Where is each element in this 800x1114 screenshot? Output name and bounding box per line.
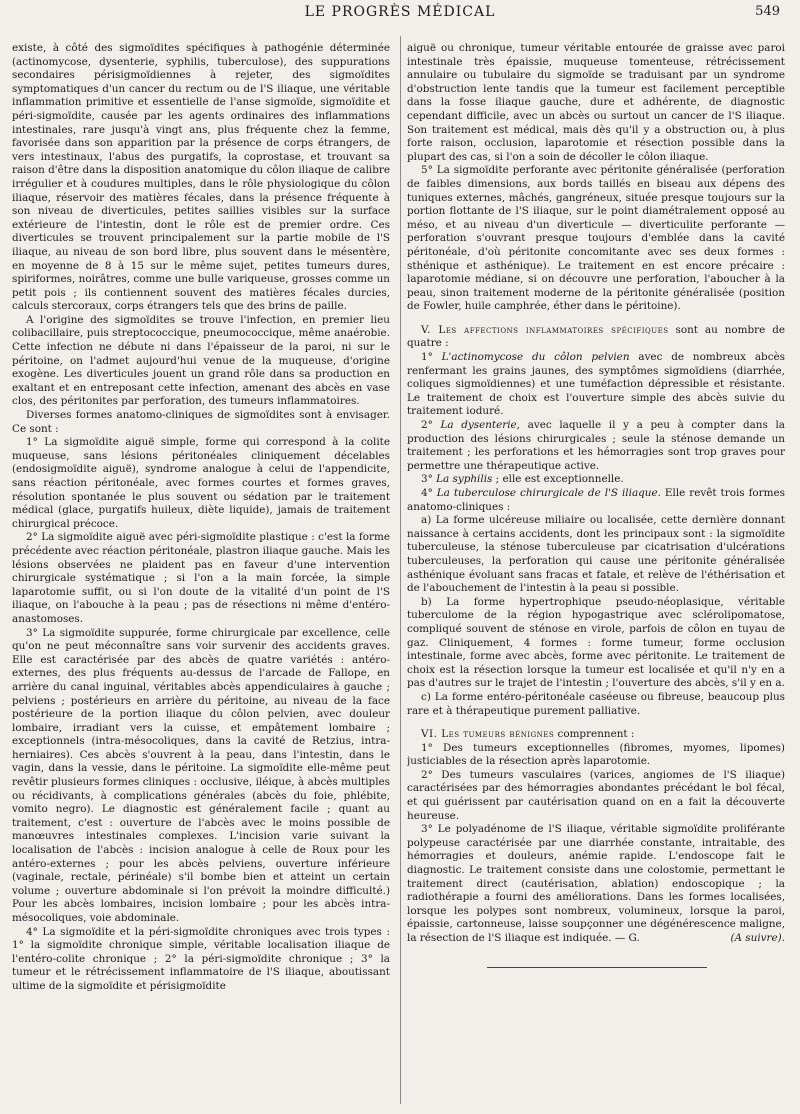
item-number: 3°	[421, 473, 437, 486]
item-text: Elle revêt trois formes anatomo-cliniques :	[407, 487, 785, 513]
item-title: L'actinomycose du côlon pelvien	[441, 351, 630, 364]
paragraph: existe, à côté des sigmoïdites spécifiques à pathogénie déterminée (actinomycose, dysenterie, syphilis, tuberculose), des suppurations secondaires périsigmoïdiennes à rejeter, des sigmoïdites symptomatiques d'un cancer du rectum ou de l'S iliaque, une véritable inflammation primitive et essentielle de l'anse sigmoïde, sigmoïdite et péri-sigmoïdite, causée par les agents ordinaires des inflammations intestinales, rare jusqu'à vingt ans, plus fréquente chez la femme, favorisée dans son apparition par la présence de corps étrangers, de vers intestinaux, l'abus des purgatifs, la coprostase, et trouvant sa raison d'être dans la disposition anatomique du côlon iliaque de calibre irrégulier et à coudures multiples, dans le rôle physiologique du côlon iliaque, réservoir des matières fécales, dans la présence fréquente à son niveau de diverticules, petites saillies visibles sur la surface extérieure de l'intestin, dont le rôle est de premier ordre. Ces diverticules se trouvent principalement sur la partie mobile de l'S iliaque, au niveau de son bord libre, plus souvent dans le mésentère, en moyenne de 8 à 15 sur le même sujet, petites tumeurs dures, spiriformes, noirâtres, comme une bulle variqueuse, grosses comme un petit pois ; ils contiennent souvent des matières fécales durcies, calculs stercoraux, corps étrangers tels que des brins de paille.	[12, 42, 390, 313]
paragraph	[407, 351, 785, 419]
item-title: La tuberculose chirurgicale de l'S iliaque.	[436, 487, 661, 499]
paragraph: c) La forme entéro-péritonéale caséeuse ou fibreuse, beaucoup plus rare et à thérapeutique purement palliative.	[407, 690, 785, 717]
section-title: V. Les affections inflammatoires spécifiques	[421, 323, 669, 336]
item-text: avec de nombreux abcès renfermant les grains jaunes, des symptômes sigmoïdiens (diarrhée, coliques sigmoïdiennes) et une tuméfaction dépressible et résistante. Le traitement de choix est l'ouverture simple des abcès suivie du traitement ioduré.	[407, 351, 785, 418]
paragraph	[407, 419, 785, 473]
paragraph: 3° La sigmoïdite suppurée, forme chirurgicale par excellence, celle qu'on ne peut méconnaître sans voir survenir des accidents graves. Elle est caractérisée par des abcès de quatre variétés : antéro-externes, des plus fréquents au-dessus de l'arcade de Fallope, en arrière du canal inguinal, véritables abcès appendiculaires à gauche ; pelviens ; postérieurs en arrière du péritoine, au niveau de la face postérieure de la portion iliaque du côlon pelvien, avec douleur lombaire, irradiant vers la cuisse, et empâtement lombaire ; exceptionnels (intra-mésocoliques, dans la cavité de Retzius, intra-herniaires). Ces abcès s'ouvrent à la peau, dans l'intestin, dans le vagin, dans la vessie, dans le péritoine. La sigmoïdite elle-même peut revêtir plusieurs formes cliniques : occlusive, iléique, à abcès multiples ou récidivants, à complications générales (abcès du foie, phlébite, vomito negro). Le diagnostic est généralement facile ; quant au traitement, c'est : ouverture de l'abcès avec le moins possible de manœuvres intestinales complexes. L'incision varie suivant la localisation de l'abcès : incision analogue à celle de Roux pour les antéro-externes ; pour les abcès pelviens, ouverture inférieure (vaginale, rectale, périnéale) s'il bombe bien et atteint un certain volume ; ouverture abdominale si l'on prévoit la moindre difficulté.) Pour les abcès lombaires, incision lombaire ; pour les abcès intra-mésocoliques, voie abdominale.	[12, 626, 390, 924]
section-title-tail: comprennent :	[554, 728, 635, 741]
paragraph: 1° La sigmoïdite aiguë simple, forme qui correspond à la colite muqueuse, sans lésions péritonéales cliniquement décelables (endosigmoïdite aiguë), syndrome analogue à celui de l'appendicite, sans réaction péritonéale, avec formes courtes et formes graves, résolution spontanée le plus souvent ou sédation par le traitement médical (glace, purgatifs huileux, diète liquide), jamais de traitement chirurgical précoce.	[12, 436, 390, 530]
signature: — G.	[614, 932, 640, 944]
section-heading-v	[407, 324, 785, 351]
item-text: avec laquelle il y a peu à compter dans la production des lésions chirurgicales ; seule la sténose demande un traitement ; les perforations et les hémorragies sont trop graves pour permettre une thérapeutique active.	[407, 419, 785, 472]
to-be-continued: (A suivre).	[730, 932, 785, 944]
section-title: VI. Les tumeurs bénignes	[421, 728, 555, 741]
item-text: ; elle est exceptionnelle.	[492, 473, 624, 486]
paragraph: 2° Des tumeurs vasculaires (varices, angiomes de l'S iliaque) caractérisées par des hémorragies abondantes précédant le bol fécal, et qui guérissent par cautérisation quand on en a fait la découverte heureuse.	[407, 768, 785, 822]
paragraph: Diverses formes anatomo-cliniques de sigmoïdites sont à envisager. Ce sont :	[12, 409, 390, 435]
paragraph	[407, 823, 785, 945]
right-column	[407, 42, 785, 1104]
end-ornament-wrap	[407, 946, 785, 976]
item-number: 2°	[421, 419, 441, 432]
item-title: La dysenterie,	[440, 419, 520, 432]
end-ornament	[487, 960, 707, 976]
journal-title: LE PROGRÈS MÉDICAL	[304, 4, 496, 20]
paragraph: 1° Des tumeurs exceptionnelles (fibromes, myomes, lipomes) justiciables de la résection après laparotomie.	[407, 741, 785, 768]
item-title: La syphilis	[436, 473, 493, 486]
paragraph: A l'origine des sigmoïdites se trouve l'infection, en premier lieu colibacillaire, puis streptococcique, pneumococcique, même anaérobie. Cette infection ne débute ni dans l'épaisseur de la paroi, ni sur le péritoine, on l'admet aujourd'hui venue de la muqueuse, d'origine exogène. Les diverticules jouent un grand rôle dans sa production en exaltant et en entreposant cette infection, amenant des abcès en vase clos, des péritonites par perforation, des tumeurs inflammatoires.	[12, 313, 390, 408]
item-text: 3° Le polyadénome de l'S iliaque, véritable sigmoïdite proliférante polypeuse caractérisée par une diarrhée constante, intraitable, des hémorragies et douleurs, anémie rapide. L'endoscope fait le diagnostic. Le traitement consiste dans une colostomie, permettant le traitement direct (cautérisation, ablation) endoscopique ; la radiothérapie a fourni des améliorations. Dans les formes localisées, lorsque les polypes sont nombreux, volumineux, lorsque la paroi, épaissie, cartonneuse, laisse soupçonner une dégénérescence maligne, la résection de l'S iliaque est indiquée.	[407, 823, 785, 944]
paragraph: 2° La sigmoïdite aiguë avec péri-sigmoïdite plastique : c'est la forme précédente avec réaction péritonéale, plastron iliaque gauche. Mais les lésions observées ne plaident pas en faveur d'une intervention chirurgicale systématique ; si l'on a la main forcée, la simple laparotomie suffit, ou si l'on doute de la vitalité d'un point de l'S iliaque, on l'abouche à la peau ; pas de résections ni même d'entéro-anastomoses.	[12, 531, 390, 625]
item-number: 4°	[421, 487, 437, 499]
item-number: 1°	[421, 351, 442, 364]
page-number: 549	[755, 4, 780, 19]
paragraph: 4° La sigmoïdite et la péri-sigmoïdite chroniques avec trois types : 1° la sigmoïdite chronique simple, véritable localisation iliaque de l'entéro-colite chronique ; 2° la péri-sigmoïdite chronique ; 3° la tumeur et le rétrécissement inflammatoire de l'S iliaque, aboutissant ultime de la sigmoïdite et périsigmoïdite	[12, 925, 390, 992]
paragraph	[407, 487, 785, 514]
paragraph: b) La forme hypertrophique pseudo-néoplasique, véritable tuberculome de la région hypogastrique avec sclérolipomatose, compliqué souvent de sténose en virole, parfois de côlon en tuyau de gaz. Cliniquement, 4 formes : forme tumeur, forme occlusion intestinale, forme avec abcès, forme avec péritonite. Le traitement de choix est la résection lorsque la tumeur est localisée et qu'il n'y en a pas d'autres sur le trajet de l'intestin ; l'ouverture des abcès, s'il y en a.	[407, 595, 785, 690]
section-title-tail: sont au nombre de quatre :	[407, 323, 785, 350]
running-header	[16, 4, 784, 22]
paragraph: aiguë ou chronique, tumeur véritable entourée de graisse avec paroi intestinale très épaissie, muqueuse tomenteuse, rétrécissement annulaire ou tubulaire du sigmoïde se traduisant par un syndrome d'obstruction lente tandis que la tumeur est facilement perceptible dans la fosse iliaque gauche, dure et adhérente, de diagnostic cependant difficile, avec un abcès ou surtout un cancer de l'S iliaque. Son traitement est médical, mais dès qu'il y a obstruction ou, à plus forte raison, occlusion, laparotomie et résection possible dans la plupart des cas, si l'on a soin de décoller le côlon iliaque.	[407, 42, 785, 163]
left-column	[12, 42, 390, 1104]
paragraph	[407, 473, 785, 487]
article-body	[12, 42, 790, 1104]
section-heading-vi	[407, 728, 785, 742]
paragraph: a) La forme ulcéreuse miliaire ou localisée, cette dernière donnant naissance à certains accidents, dont les principaux sont : la sigmoïdite tuberculeuse, la sténose tuberculeuse par cicatrisation d'ulcérations tuberculeuses, la perforation qui cause une péritonite généralisée asthénique évoluant sans fracas et fatale, et relève de l'éthérisation et de l'abouchement de l'intestin à la peau si possible.	[407, 514, 785, 595]
paragraph: 5° La sigmoïdite perforante avec péritonite généralisée (perforation de faibles dimensions, aux bords taillés en biseau aux dépens des tuniques externes, mâchés, gangréneux, située presque toujours sur la portion flottante de l'S iliaque, sur le point diamétralement opposé au méso, et au niveau d'un diverticule — diverticulite perforante — perforation s'ouvrant presque toujours d'emblée dans la cavité péritonéale, d'où péritonite concomitante avec ses deux formes : sthénique et asthénique). Le traitement en est encore précaire : laparotomie médiane, si on découvre une perforation, l'aboucher à la peau, sinon traitement moderne de la péritonite généralisée (position de Fowler, huile camphrée, éther dans le péritoine).	[407, 164, 785, 313]
